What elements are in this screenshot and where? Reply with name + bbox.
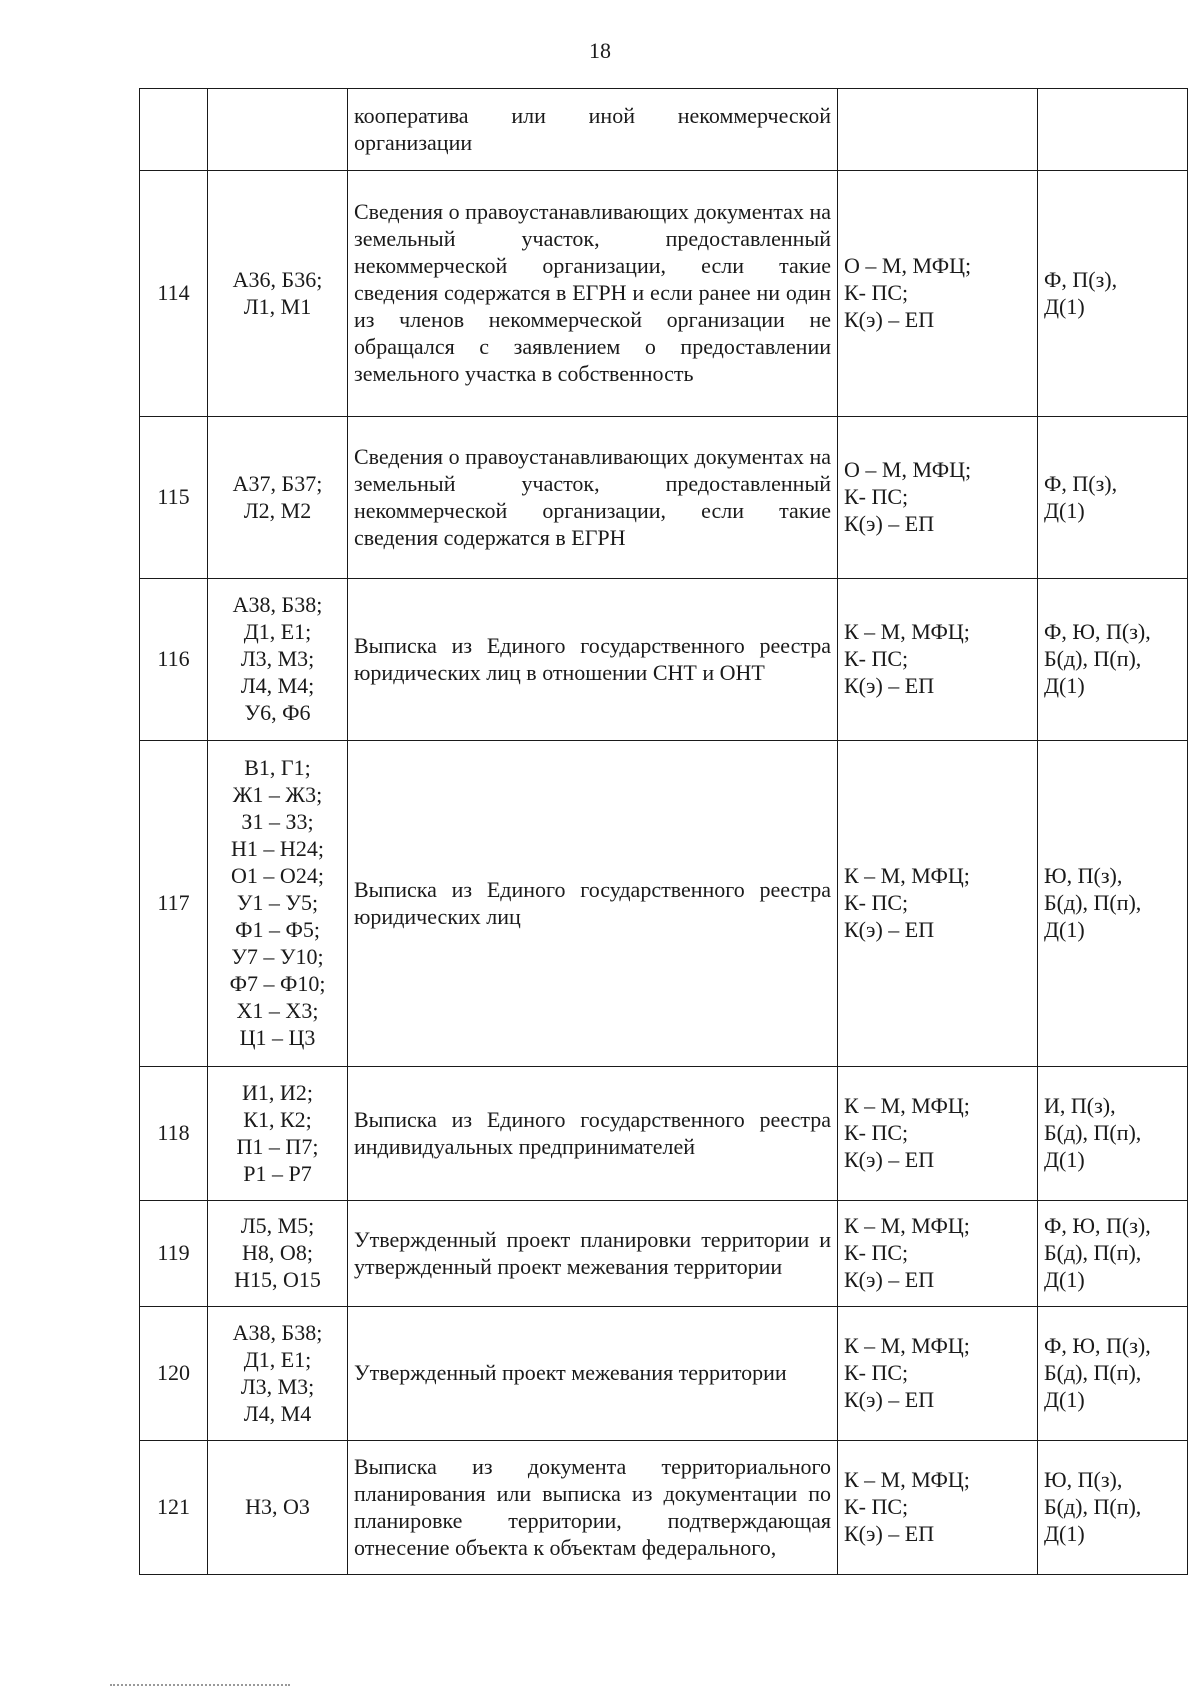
- code-line: И1, И2;: [242, 1079, 313, 1105]
- row-subjects: [1038, 417, 1188, 579]
- row-subjects: [1038, 171, 1188, 417]
- row-codes: [208, 171, 348, 417]
- code-line: З1 – З3;: [241, 809, 314, 834]
- row-number: 119: [140, 1201, 208, 1307]
- row-number: 117: [140, 741, 208, 1067]
- submission-line: О – М, МФЦ;: [844, 457, 972, 482]
- table-row: [140, 417, 1188, 579]
- row-subjects: [1038, 1067, 1188, 1201]
- scan-artifact: [110, 1684, 290, 1690]
- row-codes: [208, 417, 348, 579]
- submission-line: К- ПС;: [844, 484, 909, 509]
- code-line: Н8, О8;: [242, 1240, 313, 1265]
- code-line: Ж1 – Ж3;: [232, 782, 323, 807]
- row-subjects: [1038, 1201, 1188, 1307]
- code-line: Н1 – Н24;: [231, 836, 324, 861]
- row-description: кооператива или иной некоммерческой организации: [348, 89, 838, 171]
- row-submission: [838, 1307, 1038, 1441]
- row-codes: [208, 579, 348, 741]
- code-line: У6, Ф6: [244, 700, 311, 725]
- code-line: У7 – У10;: [231, 944, 324, 969]
- submission-line: К – М, МФЦ;: [844, 1213, 970, 1238]
- submission-line: К – М, МФЦ;: [844, 619, 970, 644]
- row-subjects: [1038, 741, 1188, 1067]
- subject-line: Д(1): [1044, 1267, 1085, 1292]
- code-line: Д1, Е1;: [243, 1346, 312, 1372]
- submission-line: К – М, МФЦ;: [844, 1093, 970, 1118]
- row-number: 116: [140, 579, 208, 741]
- submission-line: К(э) – ЕП: [844, 511, 935, 536]
- row-description: Утвержденный проект межевания территории: [348, 1307, 838, 1441]
- subject-line: Ф, Ю, П(з),: [1044, 619, 1151, 644]
- submission-line: К(э) – ЕП: [844, 1521, 935, 1546]
- submission-line: К – М, МФЦ;: [844, 1333, 970, 1358]
- code-line: Ф1 – Ф5;: [235, 917, 320, 942]
- subject-line: Д(1): [1044, 1387, 1085, 1412]
- code-line: А38, Б38;: [232, 592, 323, 617]
- submission-line: К(э) – ЕП: [844, 1387, 935, 1412]
- row-submission: [838, 171, 1038, 417]
- code-line: Л1, М1: [243, 293, 312, 319]
- subject-line: Д(1): [1044, 1521, 1085, 1546]
- subject-line: Ф, П(з),: [1044, 470, 1118, 496]
- code-line: А37, Б37;: [232, 470, 323, 496]
- subject-line: Б(д), П(п),: [1044, 890, 1142, 915]
- subject-line: Ф, П(з),: [1044, 266, 1118, 292]
- submission-line: К- ПС;: [844, 1360, 909, 1385]
- row-description: Сведения о правоустанавливающих документах на земельный участок, предоставленный некоммерческой организации, если такие сведения содержатся в ЕГРН: [348, 417, 838, 579]
- subject-line: Б(д), П(п),: [1044, 1360, 1142, 1385]
- submission-line: К- ПС;: [844, 280, 909, 305]
- row-subjects: [1038, 1441, 1188, 1575]
- row-subjects: [1038, 579, 1188, 741]
- row-description: Сведения о правоустанавливающих документах на земельный участок, предоставленный некоммерческой организации, если такие сведения содержатся в ЕГРН и если ранее ни один из членов некоммерческой организации не обращался с заявлением о предоставлении земельного участка в собственность: [348, 171, 838, 417]
- subject-line: Д(1): [1044, 1147, 1085, 1172]
- code-line: Х1 – Х3;: [236, 998, 319, 1023]
- code-line: Н3, О3: [245, 1494, 310, 1519]
- code-line: Л2, М2: [243, 497, 312, 523]
- code-line: Н15, О15: [234, 1267, 321, 1292]
- row-number: 120: [140, 1307, 208, 1441]
- submission-line: К- ПС;: [844, 1240, 909, 1265]
- code-line: Р1 – Р7: [243, 1160, 312, 1186]
- table-row: [140, 579, 1188, 741]
- row-submission: [838, 1441, 1038, 1575]
- page-number: 18: [589, 38, 611, 63]
- submission-line: К – М, МФЦ;: [844, 1467, 970, 1492]
- subject-line: Б(д), П(п),: [1044, 1120, 1142, 1145]
- subject-line: Д(1): [1044, 497, 1085, 523]
- subject-line: Б(д), П(п),: [1044, 1240, 1142, 1265]
- row-number: [140, 89, 208, 171]
- submission-line: К- ПС;: [844, 890, 909, 915]
- subject-line: Д(1): [1044, 293, 1085, 319]
- submission-line: К(э) – ЕП: [844, 917, 935, 942]
- submission-line: К(э) – ЕП: [844, 1147, 935, 1172]
- table-row: [140, 1067, 1188, 1201]
- row-description: Утвержденный проект планировки территории и утвержденный проект межевания территории: [348, 1201, 838, 1307]
- code-line: Ф7 – Ф10;: [229, 971, 326, 996]
- row-codes: [208, 1307, 348, 1441]
- row-subjects: [1038, 89, 1188, 171]
- code-line: К1, К2;: [243, 1106, 312, 1132]
- row-number: 121: [140, 1441, 208, 1575]
- table-row: [140, 171, 1188, 417]
- row-codes: [208, 1201, 348, 1307]
- subject-line: Б(д), П(п),: [1044, 1494, 1142, 1519]
- row-number: 118: [140, 1067, 208, 1201]
- code-line: Д1, Е1;: [243, 619, 312, 644]
- submission-line: К – М, МФЦ;: [844, 863, 970, 888]
- submission-line: К(э) – ЕП: [844, 307, 935, 332]
- submission-line: К- ПС;: [844, 646, 909, 671]
- row-codes: [208, 1441, 348, 1575]
- subject-line: Б(д), П(п),: [1044, 646, 1142, 671]
- submission-line: О – М, МФЦ;: [844, 253, 972, 278]
- code-line: А36, Б36;: [232, 266, 323, 292]
- row-number: 115: [140, 417, 208, 579]
- subject-line: И, П(з),: [1044, 1093, 1116, 1118]
- table-row: [140, 1441, 1188, 1575]
- code-line: Л4, М4: [243, 1400, 312, 1426]
- row-submission: [838, 1067, 1038, 1201]
- documents-table: [139, 88, 1188, 1575]
- row-description: Выписка из Единого государственного реестра юридических лиц: [348, 741, 838, 1067]
- row-submission: [838, 417, 1038, 579]
- row-subjects: [1038, 1307, 1188, 1441]
- row-codes: [208, 1067, 348, 1201]
- code-line: У1 – У5;: [236, 890, 319, 915]
- row-description: Выписка из Единого государственного реестра юридических лиц в отношении СНТ и ОНТ: [348, 579, 838, 741]
- row-number: 114: [140, 171, 208, 417]
- row-submission: [838, 579, 1038, 741]
- code-line: В1, Г1;: [244, 755, 311, 780]
- row-submission: [838, 1201, 1038, 1307]
- code-line: Л4, М4;: [240, 673, 315, 698]
- submission-line: К(э) – ЕП: [844, 1267, 935, 1292]
- subject-line: Д(1): [1044, 673, 1085, 698]
- row-submission: [838, 89, 1038, 171]
- table-row: [140, 89, 1188, 171]
- code-line: П1 – П7;: [236, 1133, 319, 1159]
- subject-line: Ф, Ю, П(з),: [1044, 1333, 1151, 1358]
- row-description: Выписка из документа территориального планирования или выписка из документации по планировке территории, подтверждающая отнесение объекта к объектам федерального,: [348, 1441, 838, 1575]
- submission-line: К- ПС;: [844, 1494, 909, 1519]
- row-codes: [208, 89, 348, 171]
- submission-line: К- ПС;: [844, 1120, 909, 1145]
- row-codes: [208, 741, 348, 1067]
- code-line: Л3, М3;: [240, 646, 315, 671]
- code-line: О1 – О24;: [231, 863, 324, 888]
- code-line: Л3, М3;: [240, 1373, 315, 1399]
- submission-line: К(э) – ЕП: [844, 673, 935, 698]
- subject-line: Д(1): [1044, 917, 1085, 942]
- subject-line: Ф, Ю, П(з),: [1044, 1213, 1151, 1238]
- table-row: [140, 1307, 1188, 1441]
- subject-line: Ю, П(з),: [1044, 1467, 1123, 1492]
- table-row: [140, 1201, 1188, 1307]
- code-line: Ц1 – Ц3: [239, 1025, 316, 1050]
- table-row: [140, 741, 1188, 1067]
- row-submission: [838, 741, 1038, 1067]
- code-line: А38, Б38;: [232, 1319, 323, 1345]
- row-description: Выписка из Единого государственного реестра индивидуальных предпринимателей: [348, 1067, 838, 1201]
- subject-line: Ю, П(з),: [1044, 863, 1123, 888]
- code-line: Л5, М5;: [240, 1213, 315, 1238]
